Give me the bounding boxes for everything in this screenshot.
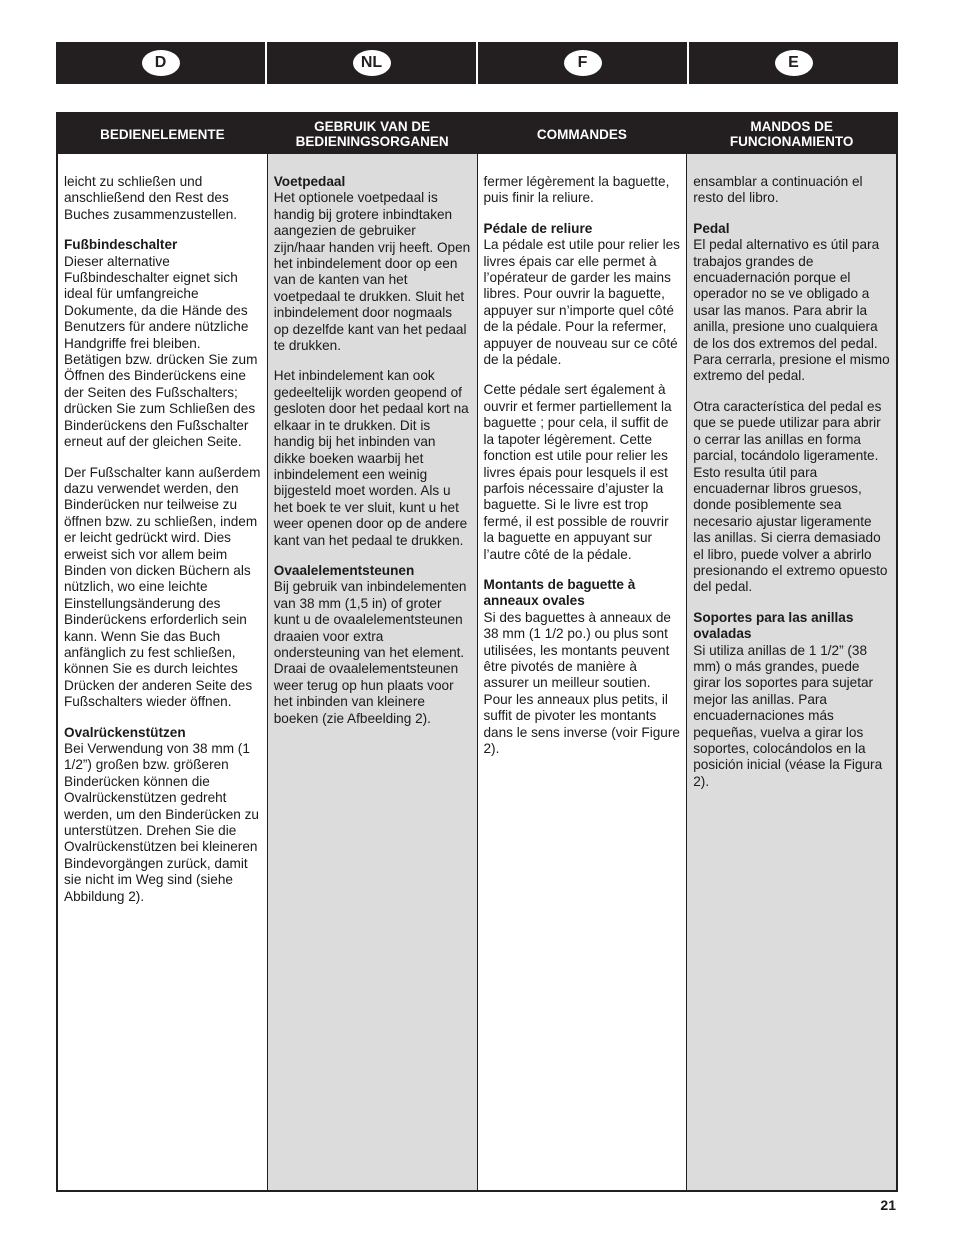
column-body <box>268 154 477 741</box>
column-header: MANDOS DE FUNCIONAMIENTO <box>687 114 896 154</box>
paragraph-text: ensamblar a continuación el resto del libro. <box>693 174 863 206</box>
paragraph <box>64 237 261 450</box>
language-tab-nl <box>267 42 478 84</box>
paragraph <box>64 465 261 711</box>
paragraph <box>274 368 471 548</box>
paragraph-text: fermer légèrement la baguette, puis finir la reliure. <box>483 174 670 206</box>
language-tab-bar <box>56 42 898 84</box>
paragraph <box>693 399 890 596</box>
paragraph <box>64 174 261 223</box>
page-number: 21 <box>880 1197 896 1213</box>
column-body <box>478 154 687 771</box>
paragraph-text: Der Fußschalter kann außerdem dazu verwendet werden, den Binderücken nur teilweise zu öffnen bzw. zu schließen, indem er leicht gedrückt wird. Dies erweist sich vor allem beim Binden von dicken Büchern als nützlich, wo eine leichte Einstellungsänderung des Binderückens erforderlich sein kann. Wenn Sie das Buch anfänglich zu fest schließen, können Sie es durch leichtes Drücken der anderen Seite des Fußschalters wieder öffnen. <box>64 464 261 710</box>
paragraph <box>693 221 890 385</box>
column-header: COMMANDES <box>478 114 687 154</box>
paragraph-heading: Pedal <box>693 220 730 236</box>
paragraph-text: Otra característica del pedal es que se puede utilizar para abrir o cerrar las anillas en forma parcial, tocándolo ligeramente. Esto resulta útil para encuadernar libros gruesos, donde posiblemente sea necesario ajustar ligeramente las anillas. Si cierra demasiado el libro, puede volver a abrirlo presionando el extremo opuesto del pedal. <box>693 398 888 595</box>
column-header: GEBRUIK VAN DE BEDIENINGSORGANEN <box>268 114 477 154</box>
paragraph-text: Dieser alternative Fußbindeschalter eignet sich ideal für umfangreiche Dokumente, da die Hände des Benutzers für andere nützliche Handgriffe frei bleiben. Betätigen bzw. drücken Sie zum Öffnen des Binderückens eine der Seiten des Fußschalters; drücken Sie zum Schließen des Binderückens den Fußschalter erneut auf der gleichen Seite. <box>64 253 258 450</box>
column-german <box>58 114 268 1190</box>
paragraph-heading: Voetpedaal <box>273 174 346 189</box>
paragraph <box>64 725 261 905</box>
paragraph-heading: Fußbindeschalter <box>64 237 178 253</box>
language-badge-es: E <box>775 50 813 76</box>
column-header: BEDIENELEMENTE <box>58 114 267 154</box>
paragraph-heading: Ovalrückenstützen <box>64 724 186 740</box>
paragraph <box>484 174 681 207</box>
paragraph <box>693 610 890 790</box>
language-badge-fr: F <box>564 50 602 76</box>
paragraph-text: Si des baguettes à anneaux de 38 mm (1 1/2 po.) ou plus sont utilisées, les montants peuvent être pivotés de manière à assurer un meilleur soutien. Pour les anneaux plus petits, il suffit de pivoter les montants dans le sens inverse (voir Figure 2). <box>483 609 680 756</box>
paragraph-heading: Pédale de reliure <box>483 220 593 236</box>
language-tab-de <box>56 42 267 84</box>
language-tab-fr <box>478 42 689 84</box>
paragraph-text: Si utiliza anillas de 1 1/2” (38 mm) o más grandes, puede girar los soportes para sujetar mejor las anillas. Para encuadernaciones más pequeñas, vuelva a girar los soportes, colocándolos en la posición inicial (véase la Figura 2). <box>693 642 883 789</box>
paragraph <box>693 174 890 207</box>
paragraph <box>484 382 681 562</box>
paragraph <box>484 577 681 757</box>
paragraph-text: Bij gebruik van inbindelementen van 38 mm (1,5 in) of groter kunt u de ovaalelementsteunen draaien voor extra ondersteuning van het element. Draai de ovaalelementsteunen weer terug op hun plaats voor het inbinden van kleinere boeken (zie Afbeelding 2). <box>273 579 467 726</box>
paragraph-text: leicht zu schließen und anschließend den Rest des Buches zusammenzustellen. <box>64 174 238 222</box>
column-body <box>687 154 896 804</box>
language-badge-nl: NL <box>353 50 391 76</box>
paragraph-text: Bei Verwendung von 38 mm (1 1/2”) großen bzw. größeren Binderücken können die Ovalrückenstützen gedreht werden, um den Binderücken zu unterstützen. Drehen Sie die Ovalrückenstützen bei kleineren Bindevorgängen zurück, damit sie nicht im Weg sind (siehe Abbildung 2). <box>64 741 259 904</box>
paragraph-text: Het optionele voetpedaal is handig bij grotere inbindtaken aangezien de gebruiker zijn/haar handen vrij heeft. Open het inbindelement door op een van de kanten van het voetpedaal te drukken. Sluit het inbindelement door nogmaals op dezelfde kant van het pedaal te drukken. <box>273 190 471 354</box>
paragraph-heading: Ovaalelementsteunen <box>273 562 415 578</box>
paragraph <box>484 221 681 369</box>
column-body <box>58 154 267 919</box>
paragraph-text: La pédale est utile pour relier les livres épais car elle permet à l’opérateur de garder les mains libres. Pour ouvrir la baguette, appuyer sur n’importe quel côté de la pédale. Pour la refermer, appuyer de nouveau sur ce côté de la pédale. <box>483 237 680 368</box>
column-dutch <box>268 114 478 1190</box>
paragraph-heading: Soportes para las anillas ovaladas <box>693 609 854 642</box>
instruction-table <box>56 112 898 1192</box>
paragraph <box>274 563 471 727</box>
paragraph-text: Het inbindelement kan ook gedeeltelijk worden geopend of gesloten door het pedaal kort na elkaar in te drukken. Dit is handig bij het inbinden van dikke boeken waarbij het inbindelement een weinig bijgesteld moet worden. Als u het boek te ver sluit, kunt u het weer openen door op de andere kant van het pedaal te drukken. <box>273 368 469 548</box>
column-french <box>478 114 688 1190</box>
paragraph-heading: Montants de baguette à anneaux ovales <box>483 576 636 609</box>
paragraph-text: El pedal alternativo es útil para trabajos grandes de encuadernación porque el operador no se ve obligado a usar las manos. Para abrir la anilla, presione uno cualquiera de los dos extremos del pedal. Para cerrarla, presione el mismo extremo del pedal. <box>693 237 890 384</box>
column-spanish <box>687 114 896 1190</box>
paragraph <box>274 174 471 354</box>
language-badge-de: D <box>142 50 180 76</box>
paragraph-text: Cette pédale sert également à ouvrir et fermer partiellement la baguette ; pour cela, il suffit de la tapoter légèrement. Cette fonction est utile pour relier les livres épais pour lesquels il est parfois nécessaire d’ajuster la baguette. Si le livre est trop fermé, il est possible de rouvrir la baguette en appuyant sur l’autre côté de la pédale. <box>483 382 672 562</box>
language-tab-es <box>689 42 898 84</box>
